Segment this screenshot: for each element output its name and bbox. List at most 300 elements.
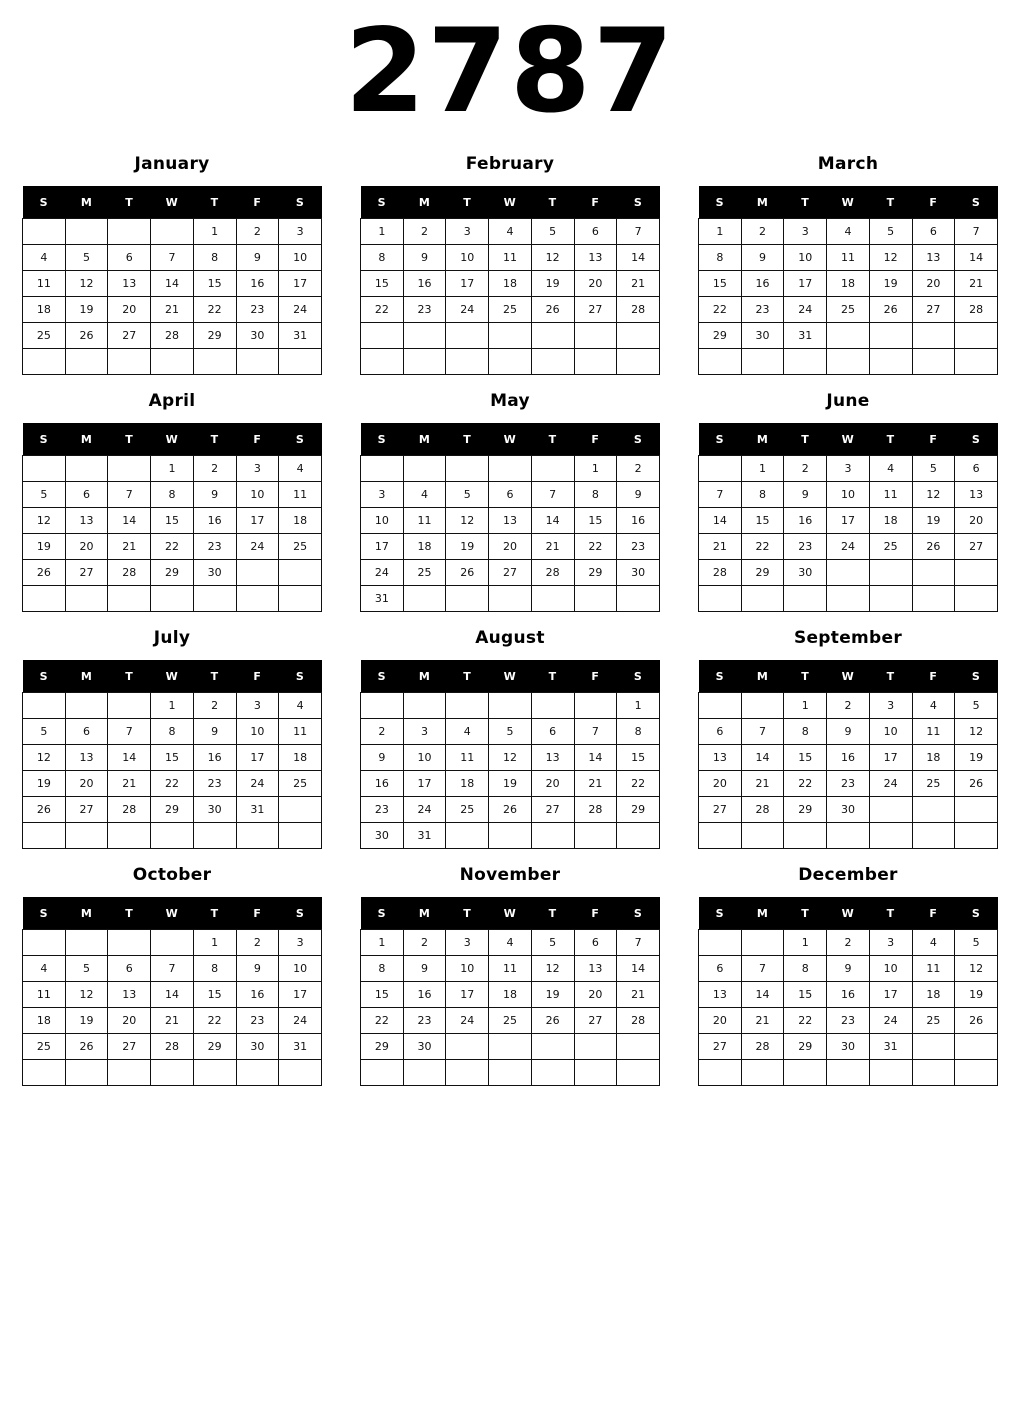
day-cell[interactable]: 24 [869,771,912,797]
day-cell[interactable]: 30 [827,797,870,823]
day-cell[interactable]: 9 [827,956,870,982]
day-cell[interactable]: 5 [65,245,108,271]
day-cell[interactable]: 6 [65,482,108,508]
day-cell[interactable]: 25 [489,297,532,323]
day-cell[interactable]: 31 [279,1034,322,1060]
day-cell[interactable]: 30 [784,560,827,586]
day-cell[interactable]: 10 [361,508,404,534]
day-cell[interactable]: 1 [193,930,236,956]
day-cell[interactable]: 29 [193,1034,236,1060]
day-cell[interactable]: 23 [617,534,660,560]
day-cell[interactable]: 3 [403,719,446,745]
day-cell[interactable]: 12 [531,245,574,271]
day-cell[interactable]: 5 [955,693,998,719]
day-cell[interactable]: 12 [489,745,532,771]
day-cell[interactable]: 3 [236,693,279,719]
day-cell[interactable]: 12 [23,745,66,771]
day-cell[interactable]: 30 [193,560,236,586]
day-cell[interactable]: 3 [361,482,404,508]
day-cell[interactable]: 11 [489,956,532,982]
day-cell[interactable]: 26 [531,1008,574,1034]
day-cell[interactable]: 5 [955,930,998,956]
day-cell[interactable]: 8 [193,245,236,271]
day-cell[interactable]: 16 [403,982,446,1008]
day-cell[interactable]: 29 [151,560,194,586]
day-cell[interactable]: 23 [827,771,870,797]
day-cell[interactable]: 27 [699,797,742,823]
day-cell[interactable]: 25 [279,534,322,560]
day-cell[interactable]: 24 [869,1008,912,1034]
day-cell[interactable]: 28 [741,1034,784,1060]
day-cell[interactable]: 9 [827,719,870,745]
day-cell[interactable]: 19 [65,297,108,323]
day-cell[interactable]: 9 [403,956,446,982]
day-cell[interactable]: 8 [574,482,617,508]
day-cell[interactable]: 19 [955,745,998,771]
day-cell[interactable]: 10 [869,956,912,982]
day-cell[interactable]: 1 [574,456,617,482]
day-cell[interactable]: 3 [869,930,912,956]
day-cell[interactable]: 27 [574,297,617,323]
day-cell[interactable]: 6 [699,719,742,745]
day-cell[interactable]: 1 [361,219,404,245]
day-cell[interactable]: 9 [236,956,279,982]
day-cell[interactable]: 12 [955,719,998,745]
day-cell[interactable]: 17 [446,271,489,297]
day-cell[interactable]: 2 [784,456,827,482]
day-cell[interactable]: 2 [403,219,446,245]
day-cell[interactable]: 28 [151,1034,194,1060]
day-cell[interactable]: 25 [827,297,870,323]
day-cell[interactable]: 26 [955,771,998,797]
day-cell[interactable]: 8 [361,245,404,271]
day-cell[interactable]: 19 [955,982,998,1008]
day-cell[interactable]: 19 [869,271,912,297]
day-cell[interactable]: 11 [446,745,489,771]
day-cell[interactable]: 15 [574,508,617,534]
day-cell[interactable]: 16 [193,745,236,771]
day-cell[interactable]: 1 [151,693,194,719]
day-cell[interactable]: 11 [489,245,532,271]
day-cell[interactable]: 14 [741,982,784,1008]
day-cell[interactable]: 30 [617,560,660,586]
day-cell[interactable]: 31 [869,1034,912,1060]
day-cell[interactable]: 21 [955,271,998,297]
day-cell[interactable]: 28 [151,323,194,349]
day-cell[interactable]: 26 [531,297,574,323]
day-cell[interactable]: 20 [574,271,617,297]
day-cell[interactable]: 26 [23,560,66,586]
day-cell[interactable]: 30 [236,323,279,349]
day-cell[interactable]: 5 [912,456,955,482]
day-cell[interactable]: 20 [912,271,955,297]
day-cell[interactable]: 26 [869,297,912,323]
day-cell[interactable]: 22 [741,534,784,560]
day-cell[interactable]: 5 [23,482,66,508]
day-cell[interactable]: 14 [699,508,742,534]
day-cell[interactable]: 5 [531,930,574,956]
day-cell[interactable]: 25 [869,534,912,560]
day-cell[interactable]: 29 [699,323,742,349]
day-cell[interactable]: 27 [489,560,532,586]
day-cell[interactable]: 5 [869,219,912,245]
day-cell[interactable]: 13 [699,745,742,771]
day-cell[interactable]: 14 [574,745,617,771]
day-cell[interactable]: 28 [531,560,574,586]
day-cell[interactable]: 24 [446,1008,489,1034]
day-cell[interactable]: 4 [279,456,322,482]
day-cell[interactable]: 17 [279,982,322,1008]
day-cell[interactable]: 6 [955,456,998,482]
day-cell[interactable]: 26 [65,323,108,349]
day-cell[interactable]: 9 [361,745,404,771]
day-cell[interactable]: 21 [741,771,784,797]
day-cell[interactable]: 29 [193,323,236,349]
day-cell[interactable]: 11 [827,245,870,271]
day-cell[interactable]: 9 [236,245,279,271]
day-cell[interactable]: 21 [741,1008,784,1034]
day-cell[interactable]: 12 [869,245,912,271]
day-cell[interactable]: 25 [912,1008,955,1034]
day-cell[interactable]: 13 [108,982,151,1008]
day-cell[interactable]: 4 [827,219,870,245]
day-cell[interactable]: 14 [108,745,151,771]
day-cell[interactable]: 8 [617,719,660,745]
day-cell[interactable]: 12 [912,482,955,508]
day-cell[interactable]: 13 [955,482,998,508]
day-cell[interactable]: 7 [741,719,784,745]
day-cell[interactable]: 6 [574,219,617,245]
day-cell[interactable]: 27 [108,323,151,349]
day-cell[interactable]: 22 [784,771,827,797]
day-cell[interactable]: 24 [784,297,827,323]
day-cell[interactable]: 1 [151,456,194,482]
day-cell[interactable]: 24 [827,534,870,560]
day-cell[interactable]: 4 [869,456,912,482]
day-cell[interactable]: 23 [784,534,827,560]
day-cell[interactable]: 20 [955,508,998,534]
day-cell[interactable]: 22 [361,1008,404,1034]
day-cell[interactable]: 9 [617,482,660,508]
day-cell[interactable]: 30 [236,1034,279,1060]
day-cell[interactable]: 12 [65,271,108,297]
day-cell[interactable]: 18 [912,982,955,1008]
day-cell[interactable]: 29 [617,797,660,823]
day-cell[interactable]: 18 [827,271,870,297]
day-cell[interactable]: 26 [489,797,532,823]
day-cell[interactable]: 10 [236,719,279,745]
day-cell[interactable]: 25 [23,1034,66,1060]
day-cell[interactable]: 18 [869,508,912,534]
day-cell[interactable]: 26 [955,1008,998,1034]
day-cell[interactable]: 16 [236,982,279,1008]
day-cell[interactable]: 7 [955,219,998,245]
day-cell[interactable]: 31 [236,797,279,823]
day-cell[interactable]: 15 [151,508,194,534]
day-cell[interactable]: 24 [279,1008,322,1034]
day-cell[interactable]: 23 [193,771,236,797]
day-cell[interactable]: 20 [65,771,108,797]
day-cell[interactable]: 12 [65,982,108,1008]
day-cell[interactable]: 22 [617,771,660,797]
day-cell[interactable]: 2 [827,930,870,956]
day-cell[interactable]: 4 [489,219,532,245]
day-cell[interactable]: 17 [827,508,870,534]
day-cell[interactable]: 28 [955,297,998,323]
day-cell[interactable]: 21 [531,534,574,560]
day-cell[interactable]: 25 [912,771,955,797]
day-cell[interactable]: 23 [827,1008,870,1034]
day-cell[interactable]: 3 [279,219,322,245]
day-cell[interactable]: 22 [193,297,236,323]
day-cell[interactable]: 21 [617,982,660,1008]
day-cell[interactable]: 16 [193,508,236,534]
day-cell[interactable]: 1 [193,219,236,245]
day-cell[interactable]: 21 [574,771,617,797]
day-cell[interactable]: 30 [361,823,404,849]
day-cell[interactable]: 14 [108,508,151,534]
day-cell[interactable]: 29 [741,560,784,586]
day-cell[interactable]: 19 [489,771,532,797]
day-cell[interactable]: 5 [23,719,66,745]
day-cell[interactable]: 20 [65,534,108,560]
day-cell[interactable]: 21 [151,1008,194,1034]
day-cell[interactable]: 7 [617,930,660,956]
day-cell[interactable]: 24 [361,560,404,586]
day-cell[interactable]: 4 [489,930,532,956]
day-cell[interactable]: 26 [23,797,66,823]
day-cell[interactable]: 8 [784,956,827,982]
day-cell[interactable]: 17 [869,982,912,1008]
day-cell[interactable]: 30 [403,1034,446,1060]
day-cell[interactable]: 27 [955,534,998,560]
day-cell[interactable]: 15 [784,982,827,1008]
day-cell[interactable]: 21 [151,297,194,323]
day-cell[interactable]: 10 [827,482,870,508]
day-cell[interactable]: 6 [65,719,108,745]
day-cell[interactable]: 24 [236,771,279,797]
day-cell[interactable]: 10 [279,956,322,982]
day-cell[interactable]: 18 [279,508,322,534]
day-cell[interactable]: 6 [108,245,151,271]
day-cell[interactable]: 7 [151,956,194,982]
day-cell[interactable]: 2 [361,719,404,745]
day-cell[interactable]: 22 [361,297,404,323]
day-cell[interactable]: 16 [827,982,870,1008]
day-cell[interactable]: 4 [912,693,955,719]
day-cell[interactable]: 19 [446,534,489,560]
day-cell[interactable]: 29 [361,1034,404,1060]
day-cell[interactable]: 14 [151,271,194,297]
day-cell[interactable]: 30 [827,1034,870,1060]
day-cell[interactable]: 10 [784,245,827,271]
day-cell[interactable]: 28 [108,560,151,586]
day-cell[interactable]: 17 [784,271,827,297]
day-cell[interactable]: 16 [236,271,279,297]
day-cell[interactable]: 31 [279,323,322,349]
day-cell[interactable]: 23 [741,297,784,323]
day-cell[interactable]: 17 [869,745,912,771]
day-cell[interactable]: 13 [574,245,617,271]
day-cell[interactable]: 10 [236,482,279,508]
day-cell[interactable]: 22 [784,1008,827,1034]
day-cell[interactable]: 30 [193,797,236,823]
day-cell[interactable]: 28 [574,797,617,823]
day-cell[interactable]: 5 [489,719,532,745]
day-cell[interactable]: 26 [65,1034,108,1060]
day-cell[interactable]: 10 [279,245,322,271]
day-cell[interactable]: 17 [361,534,404,560]
day-cell[interactable]: 1 [617,693,660,719]
day-cell[interactable]: 15 [741,508,784,534]
day-cell[interactable]: 5 [531,219,574,245]
day-cell[interactable]: 28 [699,560,742,586]
day-cell[interactable]: 7 [617,219,660,245]
day-cell[interactable]: 6 [574,930,617,956]
day-cell[interactable]: 27 [574,1008,617,1034]
day-cell[interactable]: 31 [784,323,827,349]
day-cell[interactable]: 5 [446,482,489,508]
day-cell[interactable]: 22 [193,1008,236,1034]
day-cell[interactable]: 19 [531,982,574,1008]
day-cell[interactable]: 15 [361,982,404,1008]
day-cell[interactable]: 8 [193,956,236,982]
day-cell[interactable]: 17 [279,271,322,297]
day-cell[interactable]: 7 [741,956,784,982]
day-cell[interactable]: 27 [531,797,574,823]
day-cell[interactable]: 15 [617,745,660,771]
day-cell[interactable]: 19 [531,271,574,297]
day-cell[interactable]: 25 [446,797,489,823]
day-cell[interactable]: 19 [23,771,66,797]
day-cell[interactable]: 5 [65,956,108,982]
day-cell[interactable]: 23 [236,1008,279,1034]
day-cell[interactable]: 15 [193,271,236,297]
day-cell[interactable]: 20 [699,771,742,797]
day-cell[interactable]: 18 [446,771,489,797]
day-cell[interactable]: 2 [236,219,279,245]
day-cell[interactable]: 4 [912,930,955,956]
day-cell[interactable]: 16 [617,508,660,534]
day-cell[interactable]: 11 [403,508,446,534]
day-cell[interactable]: 8 [151,482,194,508]
day-cell[interactable]: 6 [699,956,742,982]
day-cell[interactable]: 27 [65,560,108,586]
day-cell[interactable]: 21 [699,534,742,560]
day-cell[interactable]: 14 [955,245,998,271]
day-cell[interactable]: 6 [489,482,532,508]
day-cell[interactable]: 25 [489,1008,532,1034]
day-cell[interactable]: 7 [151,245,194,271]
day-cell[interactable]: 20 [108,297,151,323]
day-cell[interactable]: 6 [912,219,955,245]
day-cell[interactable]: 8 [741,482,784,508]
day-cell[interactable]: 3 [446,219,489,245]
day-cell[interactable]: 4 [23,956,66,982]
day-cell[interactable]: 29 [784,797,827,823]
day-cell[interactable]: 9 [741,245,784,271]
day-cell[interactable]: 12 [531,956,574,982]
day-cell[interactable]: 20 [699,1008,742,1034]
day-cell[interactable]: 23 [193,534,236,560]
day-cell[interactable]: 4 [403,482,446,508]
day-cell[interactable]: 16 [361,771,404,797]
day-cell[interactable]: 15 [193,982,236,1008]
day-cell[interactable]: 26 [912,534,955,560]
day-cell[interactable]: 22 [699,297,742,323]
day-cell[interactable]: 2 [827,693,870,719]
day-cell[interactable]: 29 [574,560,617,586]
day-cell[interactable]: 2 [741,219,784,245]
day-cell[interactable]: 24 [403,797,446,823]
day-cell[interactable]: 23 [403,1008,446,1034]
day-cell[interactable]: 14 [617,956,660,982]
day-cell[interactable]: 8 [699,245,742,271]
day-cell[interactable]: 15 [699,271,742,297]
day-cell[interactable]: 29 [151,797,194,823]
day-cell[interactable]: 20 [574,982,617,1008]
day-cell[interactable]: 11 [869,482,912,508]
day-cell[interactable]: 11 [23,271,66,297]
day-cell[interactable]: 18 [912,745,955,771]
day-cell[interactable]: 1 [784,693,827,719]
day-cell[interactable]: 25 [403,560,446,586]
day-cell[interactable]: 19 [23,534,66,560]
day-cell[interactable]: 10 [403,745,446,771]
day-cell[interactable]: 7 [699,482,742,508]
day-cell[interactable]: 23 [361,797,404,823]
day-cell[interactable]: 14 [617,245,660,271]
day-cell[interactable]: 28 [741,797,784,823]
day-cell[interactable]: 25 [23,323,66,349]
day-cell[interactable]: 30 [741,323,784,349]
day-cell[interactable]: 27 [699,1034,742,1060]
day-cell[interactable]: 1 [741,456,784,482]
day-cell[interactable]: 18 [489,982,532,1008]
day-cell[interactable]: 27 [65,797,108,823]
day-cell[interactable]: 9 [193,482,236,508]
day-cell[interactable]: 1 [699,219,742,245]
day-cell[interactable]: 27 [108,1034,151,1060]
day-cell[interactable]: 23 [403,297,446,323]
day-cell[interactable]: 7 [108,482,151,508]
day-cell[interactable]: 21 [108,534,151,560]
day-cell[interactable]: 27 [912,297,955,323]
day-cell[interactable]: 19 [912,508,955,534]
day-cell[interactable]: 18 [23,1008,66,1034]
day-cell[interactable]: 7 [574,719,617,745]
day-cell[interactable]: 10 [446,245,489,271]
day-cell[interactable]: 31 [361,586,404,612]
day-cell[interactable]: 11 [912,719,955,745]
day-cell[interactable]: 1 [361,930,404,956]
day-cell[interactable]: 7 [531,482,574,508]
day-cell[interactable]: 26 [446,560,489,586]
day-cell[interactable]: 13 [912,245,955,271]
day-cell[interactable]: 1 [784,930,827,956]
day-cell[interactable]: 18 [279,745,322,771]
day-cell[interactable]: 24 [446,297,489,323]
day-cell[interactable]: 3 [279,930,322,956]
day-cell[interactable]: 14 [151,982,194,1008]
day-cell[interactable]: 18 [403,534,446,560]
day-cell[interactable]: 4 [23,245,66,271]
day-cell[interactable]: 15 [361,271,404,297]
day-cell[interactable]: 13 [574,956,617,982]
day-cell[interactable]: 13 [108,271,151,297]
day-cell[interactable]: 11 [23,982,66,1008]
day-cell[interactable]: 3 [784,219,827,245]
